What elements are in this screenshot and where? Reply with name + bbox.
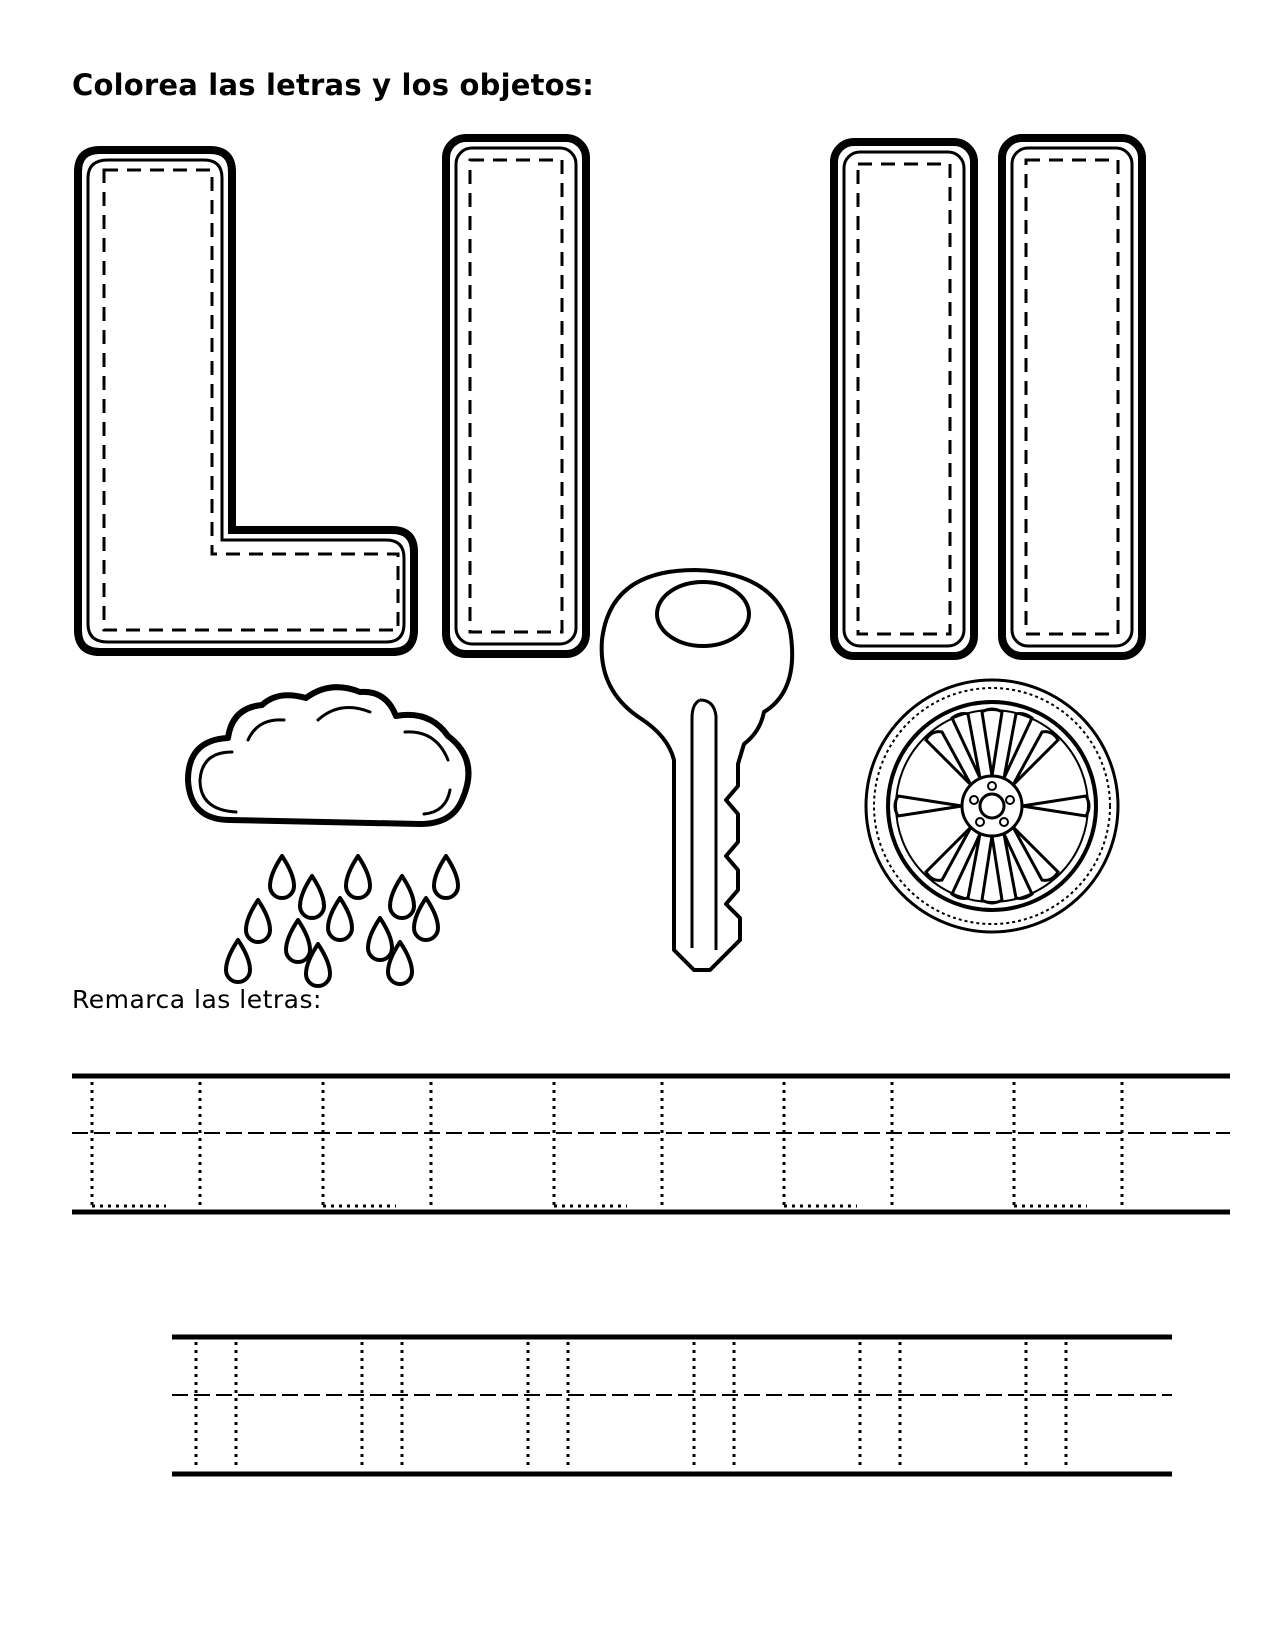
key-icon[interactable] xyxy=(602,570,793,970)
tracing-row-2[interactable] xyxy=(172,1337,1172,1474)
rain-cloud-icon[interactable] xyxy=(188,687,468,986)
letter-l-outline-1[interactable] xyxy=(446,138,586,654)
tracing-row-1[interactable] xyxy=(72,1076,1230,1212)
letter-L-outline[interactable] xyxy=(78,150,414,652)
trace-instruction: Remarca las letras: xyxy=(72,985,322,1014)
wheel-icon[interactable] xyxy=(866,680,1118,932)
letter-l-outline-3[interactable] xyxy=(1002,138,1142,656)
page-title: Colorea las letras y los objetos: xyxy=(72,68,595,102)
letter-l-outline-2[interactable] xyxy=(834,142,974,656)
